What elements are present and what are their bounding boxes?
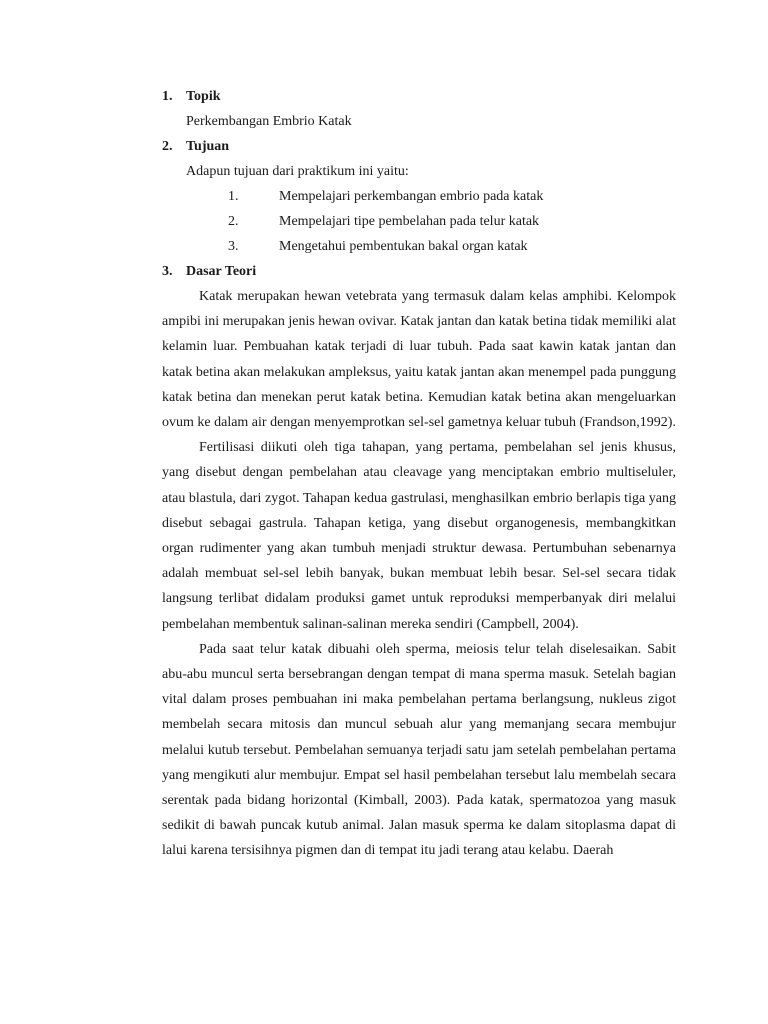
- section-title: Tujuan: [186, 139, 230, 154]
- theory-paragraph: Katak merupakan hewan vetebrata yang termasuk dalam kelas amphibi. Kelompok ampibi ini merupakan jenis hewan ovivar. Katak jantan dan katak betina tidak memiliki alat kelamin luar. Pembuahan katak terjadi di luar tubuh. Pada saat kawin katak jantan dan katak betina akan melakukan ampleksus, yaitu katak jantan akan menempel pada punggung katak betina dan menekan perut katak betina. Kemudian katak betina akan mengeluarkan ovum ke dalam air dengan menyemprotkan sel-sel gametnya keluar tubuh (Frandson,1992).: [162, 289, 676, 431]
- goal-item: [162, 184, 676, 209]
- section-topic-heading: [162, 84, 676, 109]
- theory-paragraph: Fertilisasi diikuti oleh tiga tahapan, yang pertama, pembelahan sel jenis khusus, yang disebut dengan pembelahan atau cleavage yang menciptakan embrio multiseluler, atau blastula, dari zygot. Tahapan kedua gastrulasi, menghasilkan embrio berlapis tiga yang disebut sebagai gastrula. Tahapan ketiga, yang disebut organogenesis, membangkitkan organ rudimenter yang akan tumbuh menjadi struktur dewasa. Pertumbuhan sebenarnya adalah membuat sel-sel lebih banyak, bukan membuat lebih besar. Sel-sel secara tidak langsung terlibat didalam produksi gamet untuk reproduksi memperbanyak diri melalui pembelahan membentuk salinan-salinan mereka sendiri (Campbell, 2004).: [162, 440, 676, 632]
- goal-text: Mengetahui pembentukan bakal organ katak: [279, 239, 528, 254]
- section-number: 2.: [162, 139, 173, 154]
- section-number: 3.: [162, 264, 173, 279]
- goal-text: Mempelajari perkembangan embrio pada katak: [279, 189, 544, 204]
- goals-intro: Adapun tujuan dari praktikum ini yaitu:: [186, 164, 409, 179]
- goal-number: 3.: [228, 239, 239, 254]
- section-number: 1.: [162, 89, 173, 104]
- goal-text: Mempelajari tipe pembelahan pada telur katak: [279, 214, 540, 229]
- goal-item: [162, 209, 676, 234]
- section-title: Dasar Teori: [186, 264, 257, 279]
- goal-number: 2.: [228, 214, 239, 229]
- topic-text: Perkembangan Embrio Katak: [186, 114, 352, 129]
- theory-paragraph: Pada saat telur katak dibuahi oleh sperma, meiosis telur telah diselesaikan. Sabit abu-abu muncul serta bersebrangan dengan tempat di mana sperma masuk. Setelah bagian vital dalam proses pembuahan ini maka pembelahan pertama berlangsung, nukleus zigot membelah secara mitosis dan muncul sebuah alur yang memanjang secara membujur melalui kutub tersebut. Pembelahan semuanya terjadi satu jam setelah pembelahan pertama yang mengikuti alur membujur. Empat sel hasil pembelahan tersebut lalu membelah secara serentak pada bidang horizontal (Kimball, 2003). Pada katak, spermatozoa yang masuk sedikit di bawah puncak kutub animal. Jalan masuk sperma ke dalam sitoplasma dapat di lalui karena tersisihnya pigmen dan di tempat itu jadi terang atau kelabu. Daerah: [162, 641, 676, 859]
- section-goals-heading: [162, 134, 676, 159]
- goal-number: 1.: [228, 189, 239, 204]
- section-theory-heading: [162, 259, 676, 284]
- document-page: [162, 84, 676, 864]
- goal-item: [162, 234, 676, 259]
- section-title: Topik: [186, 89, 221, 104]
